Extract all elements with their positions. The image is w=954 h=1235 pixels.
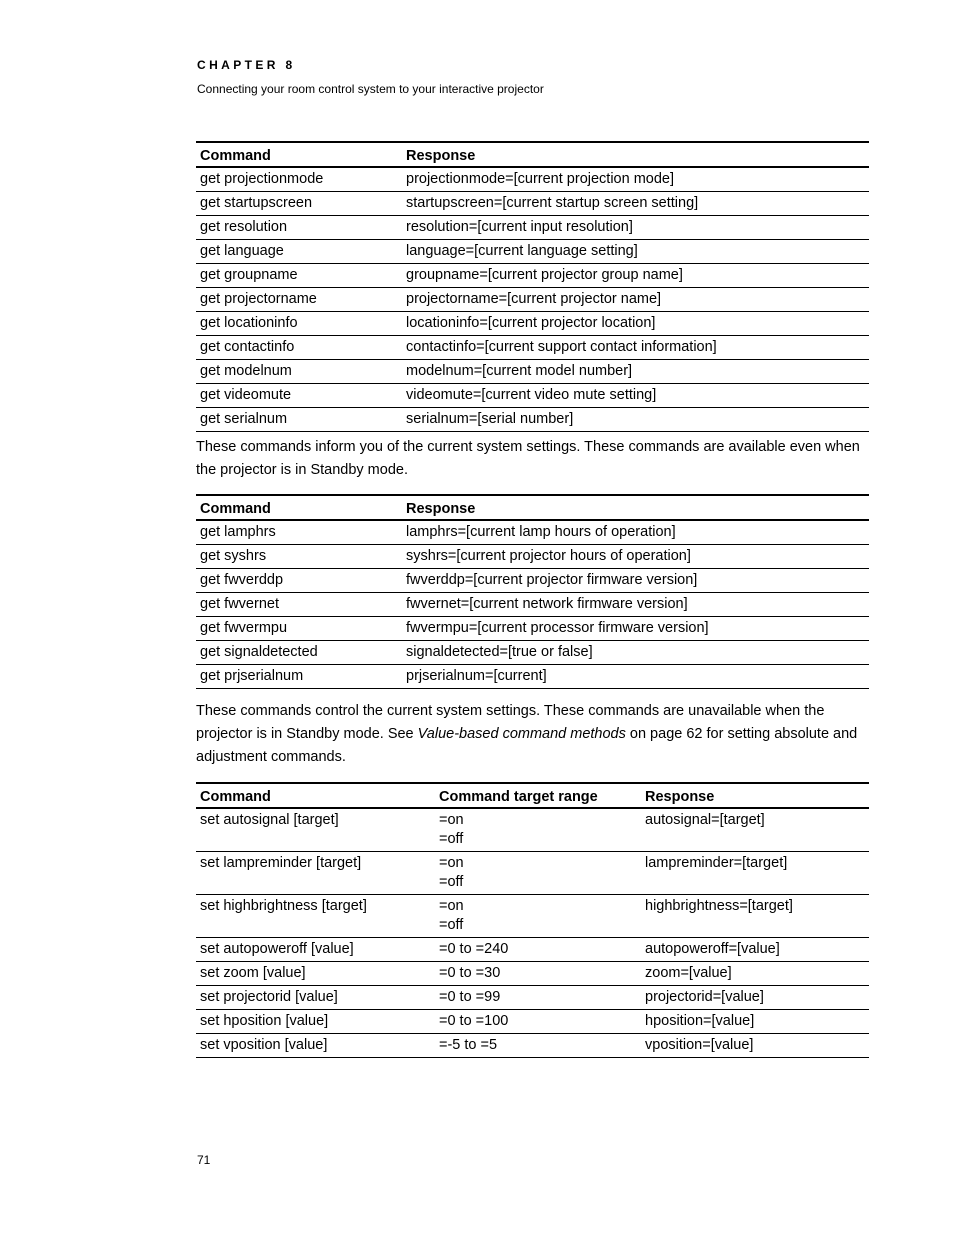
table-row: [196, 569, 869, 593]
target-range-value: =0 to =99: [439, 989, 501, 1005]
table-header-row: [196, 783, 869, 808]
column-header-command: Command: [196, 783, 435, 808]
response-cell: language=[current language setting]: [402, 240, 869, 264]
response-cell: vposition=[value]: [641, 1034, 869, 1058]
column-header-response: Response: [402, 142, 869, 167]
target-range-value: =off: [439, 831, 464, 847]
table-row: [196, 1010, 869, 1034]
column-header-response: Response: [402, 495, 869, 520]
table-row: [196, 288, 869, 312]
response-cell: prjserialnum=[current]: [402, 665, 869, 689]
table-row: [196, 216, 869, 240]
chapter-label: CHAPTER 8: [197, 58, 296, 72]
command-cell: get fwverddp: [196, 569, 402, 593]
response-cell: syshrs=[current projector hours of operation]: [402, 545, 869, 569]
command-cell: get prjserialnum: [196, 665, 402, 689]
command-cell: set projectorid [value]: [196, 986, 435, 1010]
command-cell: get fwvermpu: [196, 617, 402, 641]
page-number: 71: [197, 1153, 211, 1167]
command-cell: get locationinfo: [196, 312, 402, 336]
target-range-cell: [435, 808, 641, 852]
response-cell: videomute=[current video mute setting]: [402, 384, 869, 408]
get-commands-table-2: [196, 494, 869, 689]
table-body: [196, 167, 869, 432]
table-header-row: [196, 495, 869, 520]
target-range-value: =0 to =100: [439, 1013, 509, 1029]
response-cell: projectionmode=[current projection mode]: [402, 167, 869, 192]
command-cell: get serialnum: [196, 408, 402, 432]
table-row: [196, 360, 869, 384]
table-row: [196, 808, 869, 852]
paragraph-standby-available: These commands inform you of the current system settings. These commands are available even when the projector is in Standby mode.: [196, 439, 860, 478]
table-row: [196, 408, 869, 432]
table-row: [196, 593, 869, 617]
response-cell: resolution=[current input resolution]: [402, 216, 869, 240]
target-range-value: =0 to =240: [439, 941, 509, 957]
cross-reference-link[interactable]: Value-based command methods: [417, 726, 626, 742]
table-header-row: [196, 142, 869, 167]
command-cell: get language: [196, 240, 402, 264]
response-cell: groupname=[current projector group name]: [402, 264, 869, 288]
column-header-command: Command: [196, 142, 402, 167]
target-range-value: =off: [439, 917, 464, 933]
get-commands-table-1: [196, 141, 869, 432]
command-cell: get modelnum: [196, 360, 402, 384]
target-range-value: =off: [439, 874, 464, 890]
column-header-target-range: Command target range: [435, 783, 641, 808]
response-cell: signaldetected=[true or false]: [402, 641, 869, 665]
command-cell: get contactinfo: [196, 336, 402, 360]
command-cell: get fwvernet: [196, 593, 402, 617]
table-row: [196, 240, 869, 264]
table-row: [196, 665, 869, 689]
response-cell: autopoweroff=[value]: [641, 938, 869, 962]
response-cell: hposition=[value]: [641, 1010, 869, 1034]
paragraph-text-after: on page 62 for setting absolute and adjustment commands.: [196, 726, 858, 765]
command-cell: get resolution: [196, 216, 402, 240]
target-range-cell: [435, 1010, 641, 1034]
command-cell: set highbrightness [target]: [196, 895, 435, 938]
response-cell: lamphrs=[current lamp hours of operation]: [402, 520, 869, 545]
table-row: [196, 938, 869, 962]
target-range-cell: [435, 852, 641, 895]
target-range-cell: [435, 986, 641, 1010]
paragraph-text-before: These commands control the current system settings. These commands are unavailable when the projector is in Standby mode. See: [196, 703, 825, 742]
response-cell: fwvermpu=[current processor firmware version]: [402, 617, 869, 641]
table-row: [196, 641, 869, 665]
command-cell: set hposition [value]: [196, 1010, 435, 1034]
target-range-value: =on: [439, 812, 464, 828]
table-row: [196, 986, 869, 1010]
command-cell: set lampreminder [target]: [196, 852, 435, 895]
command-cell: get signaldetected: [196, 641, 402, 665]
target-range-cell: [435, 1034, 641, 1058]
command-cell: set zoom [value]: [196, 962, 435, 986]
table-row: [196, 852, 869, 895]
table-row: [196, 167, 869, 192]
target-range-cell: [435, 938, 641, 962]
target-range-value: =on: [439, 855, 464, 871]
set-commands-table: [196, 782, 869, 1058]
response-cell: startupscreen=[current startup screen setting]: [402, 192, 869, 216]
table-row: [196, 545, 869, 569]
table-row: [196, 962, 869, 986]
target-range-cell: [435, 895, 641, 938]
response-cell: fwvernet=[current network firmware version]: [402, 593, 869, 617]
response-cell: fwverddp=[current projector firmware version]: [402, 569, 869, 593]
table-row: [196, 264, 869, 288]
command-cell: get startupscreen: [196, 192, 402, 216]
response-cell: projectorid=[value]: [641, 986, 869, 1010]
table-row: [196, 312, 869, 336]
response-cell: projectorname=[current projector name]: [402, 288, 869, 312]
table-row: [196, 1034, 869, 1058]
command-cell: get groupname: [196, 264, 402, 288]
target-range-value: =on: [439, 898, 464, 914]
response-cell: modelnum=[current model number]: [402, 360, 869, 384]
response-cell: highbrightness=[target]: [641, 895, 869, 938]
command-cell: set autopoweroff [value]: [196, 938, 435, 962]
table-row: [196, 895, 869, 938]
command-cell: get lamphrs: [196, 520, 402, 545]
table-row: [196, 617, 869, 641]
command-cell: get projectionmode: [196, 167, 402, 192]
command-cell: set autosignal [target]: [196, 808, 435, 852]
target-range-value: =-5 to =5: [439, 1037, 498, 1053]
table-row: [196, 336, 869, 360]
response-cell: contactinfo=[current support contact information]: [402, 336, 869, 360]
response-cell: autosignal=[target]: [641, 808, 869, 852]
response-cell: zoom=[value]: [641, 962, 869, 986]
command-cell: get syshrs: [196, 545, 402, 569]
table-body: [196, 808, 869, 1058]
paragraph-standby-unavailable: [196, 700, 869, 769]
column-header-response: Response: [641, 783, 869, 808]
command-cell: get videomute: [196, 384, 402, 408]
command-cell: get projectorname: [196, 288, 402, 312]
chapter-subtitle: Connecting your room control system to your interactive projector: [197, 82, 544, 96]
target-range-cell: [435, 962, 641, 986]
table-row: [196, 384, 869, 408]
table-row: [196, 520, 869, 545]
response-cell: locationinfo=[current projector location]: [402, 312, 869, 336]
response-cell: lampreminder=[target]: [641, 852, 869, 895]
table-body: [196, 520, 869, 689]
target-range-value: =0 to =30: [439, 965, 501, 981]
table-row: [196, 192, 869, 216]
response-cell: serialnum=[serial number]: [402, 408, 869, 432]
column-header-command: Command: [196, 495, 402, 520]
command-cell: set vposition [value]: [196, 1034, 435, 1058]
